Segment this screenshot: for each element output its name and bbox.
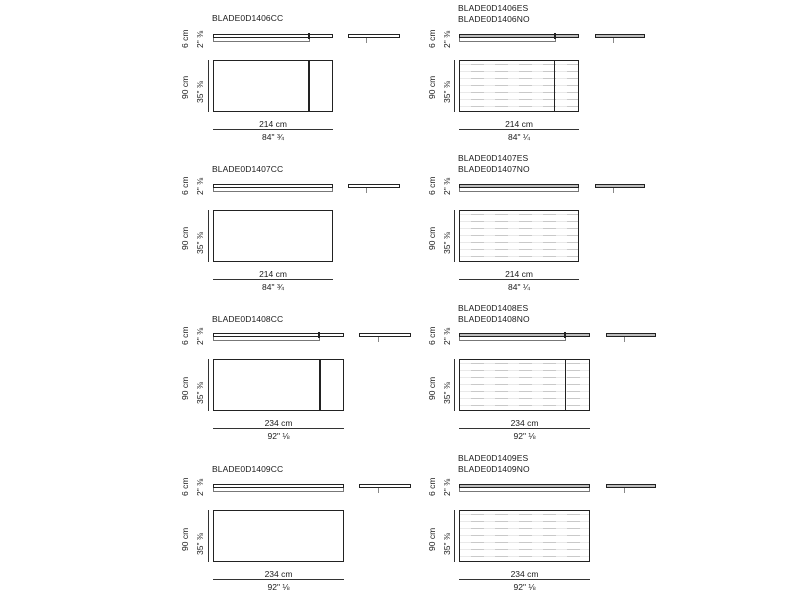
width-dimension-line xyxy=(459,579,590,580)
width-cm-label: 234 cm xyxy=(510,569,539,579)
plan-divider xyxy=(554,61,555,111)
width-dimension-line xyxy=(213,579,344,580)
depth-dimension-line xyxy=(454,60,455,112)
side-elevation xyxy=(595,184,645,188)
height-in-label: 2" ⅜ xyxy=(442,30,452,48)
front-elevation-base xyxy=(459,488,590,492)
height-in-label: 2" ⅜ xyxy=(442,327,452,345)
height-in-label: 2" ⅜ xyxy=(442,177,452,195)
depth-cm-label: 90 cm xyxy=(180,527,190,551)
marble-texture-break xyxy=(460,511,589,561)
width-dimension-line xyxy=(459,129,579,130)
front-elevation-base xyxy=(459,188,579,192)
width-in-label: 84" ¾ xyxy=(262,132,284,142)
width-in-label: 92" ⅛ xyxy=(267,431,290,441)
plan-divider xyxy=(319,360,321,410)
depth-dimension-line xyxy=(208,510,209,562)
depth-cm-label: 90 cm xyxy=(427,527,437,551)
model-code: BLADE0D1408CC xyxy=(212,314,284,324)
width-cm-label: 214 cm xyxy=(259,119,287,129)
width-in-label: 92" ⅛ xyxy=(267,582,290,592)
model-code: BLADE0D1406NO xyxy=(458,14,530,24)
depth-in-label: 35" ⅜ xyxy=(442,533,452,555)
plan-view xyxy=(213,359,344,411)
side-elevation xyxy=(606,333,656,337)
depth-cm-label: 90 cm xyxy=(180,75,190,99)
width-dimension-line xyxy=(213,129,333,130)
width-cm-label: 214 cm xyxy=(505,269,533,279)
height-in-label: 2" ⅜ xyxy=(442,478,452,496)
model-code: BLADE0D1408ES xyxy=(458,303,529,313)
height-cm-label: 6 cm xyxy=(427,477,437,496)
front-elevation-base xyxy=(213,188,333,192)
model-code: BLADE0D1407NO xyxy=(458,164,530,174)
height-in-label: 2" ⅜ xyxy=(195,327,205,345)
plan-view xyxy=(213,510,344,562)
height-cm-label: 6 cm xyxy=(427,29,437,48)
side-elevation xyxy=(359,484,411,488)
depth-in-label: 35" ⅜ xyxy=(195,232,205,254)
height-cm-label: 6 cm xyxy=(427,176,437,195)
height-cm-label: 6 cm xyxy=(427,326,437,345)
depth-cm-label: 90 cm xyxy=(427,75,437,99)
side-elevation xyxy=(595,34,645,38)
width-in-label: 84" ¾ xyxy=(262,282,284,292)
marble-texture-break xyxy=(460,61,578,111)
depth-cm-label: 90 cm xyxy=(427,376,437,400)
plan-divider xyxy=(308,61,310,111)
width-in-label: 84" ¼ xyxy=(508,132,530,142)
plan-view xyxy=(459,210,579,262)
depth-dimension-line xyxy=(454,359,455,411)
depth-cm-label: 90 cm xyxy=(180,376,190,400)
side-leg xyxy=(366,38,367,43)
model-code: BLADE0D1407CC xyxy=(212,164,284,174)
front-elevation-base xyxy=(213,38,310,42)
plan-view xyxy=(213,210,333,262)
height-cm-label: 6 cm xyxy=(180,477,190,496)
front-divider xyxy=(564,332,566,338)
depth-in-label: 35" ⅜ xyxy=(195,81,205,103)
front-divider xyxy=(318,332,320,338)
front-elevation-base xyxy=(459,337,566,341)
width-cm-label: 234 cm xyxy=(264,418,293,428)
width-cm-label: 234 cm xyxy=(264,569,293,579)
plan-view xyxy=(213,60,333,112)
height-in-label: 2" ⅜ xyxy=(195,478,205,496)
depth-dimension-line xyxy=(208,359,209,411)
marble-texture-break xyxy=(460,211,578,261)
side-leg xyxy=(624,337,625,342)
height-in-label: 2" ⅜ xyxy=(195,177,205,195)
marble-texture-break xyxy=(460,360,589,410)
depth-in-label: 35" ⅜ xyxy=(195,533,205,555)
depth-cm-label: 90 cm xyxy=(427,226,437,250)
height-cm-label: 6 cm xyxy=(180,29,190,48)
depth-in-label: 35" ⅜ xyxy=(442,232,452,254)
width-dimension-line xyxy=(459,428,590,429)
width-cm-label: 214 cm xyxy=(259,269,287,279)
model-code: BLADE0D1409ES xyxy=(458,453,529,463)
front-elevation-base xyxy=(459,38,556,42)
depth-cm-label: 90 cm xyxy=(180,226,190,250)
side-leg xyxy=(613,38,614,43)
side-leg xyxy=(378,337,379,342)
side-elevation xyxy=(359,333,411,337)
model-code: BLADE0D1409CC xyxy=(212,464,284,474)
width-in-label: 92" ⅛ xyxy=(513,431,536,441)
depth-dimension-line xyxy=(208,210,209,262)
depth-in-label: 35" ⅜ xyxy=(195,382,205,404)
width-cm-label: 234 cm xyxy=(510,418,539,428)
model-code: BLADE0D1407ES xyxy=(458,153,529,163)
plan-divider xyxy=(565,360,566,410)
width-in-label: 84" ¼ xyxy=(508,282,530,292)
width-cm-label: 214 cm xyxy=(505,119,533,129)
width-in-label: 92" ⅛ xyxy=(513,582,536,592)
front-divider xyxy=(308,33,310,39)
height-in-label: 2" ⅜ xyxy=(195,30,205,48)
model-code: BLADE0D1409NO xyxy=(458,464,530,474)
model-code: BLADE0D1408NO xyxy=(458,314,530,324)
depth-in-label: 35" ⅜ xyxy=(442,382,452,404)
front-divider xyxy=(554,33,556,39)
side-leg xyxy=(378,488,379,493)
plan-view xyxy=(459,510,590,562)
depth-dimension-line xyxy=(454,210,455,262)
height-cm-label: 6 cm xyxy=(180,176,190,195)
side-leg xyxy=(624,488,625,493)
side-leg xyxy=(366,188,367,193)
plan-view xyxy=(459,359,590,411)
side-leg xyxy=(613,188,614,193)
model-code: BLADE0D1406ES xyxy=(458,3,529,13)
front-elevation-base xyxy=(213,488,344,492)
depth-dimension-line xyxy=(208,60,209,112)
width-dimension-line xyxy=(213,279,333,280)
depth-in-label: 35" ⅜ xyxy=(442,81,452,103)
side-elevation xyxy=(348,184,400,188)
model-code: BLADE0D1406CC xyxy=(212,13,284,23)
side-elevation xyxy=(606,484,656,488)
width-dimension-line xyxy=(459,279,579,280)
depth-dimension-line xyxy=(454,510,455,562)
height-cm-label: 6 cm xyxy=(180,326,190,345)
side-elevation xyxy=(348,34,400,38)
front-elevation-base xyxy=(213,337,320,341)
plan-view xyxy=(459,60,579,112)
width-dimension-line xyxy=(213,428,344,429)
